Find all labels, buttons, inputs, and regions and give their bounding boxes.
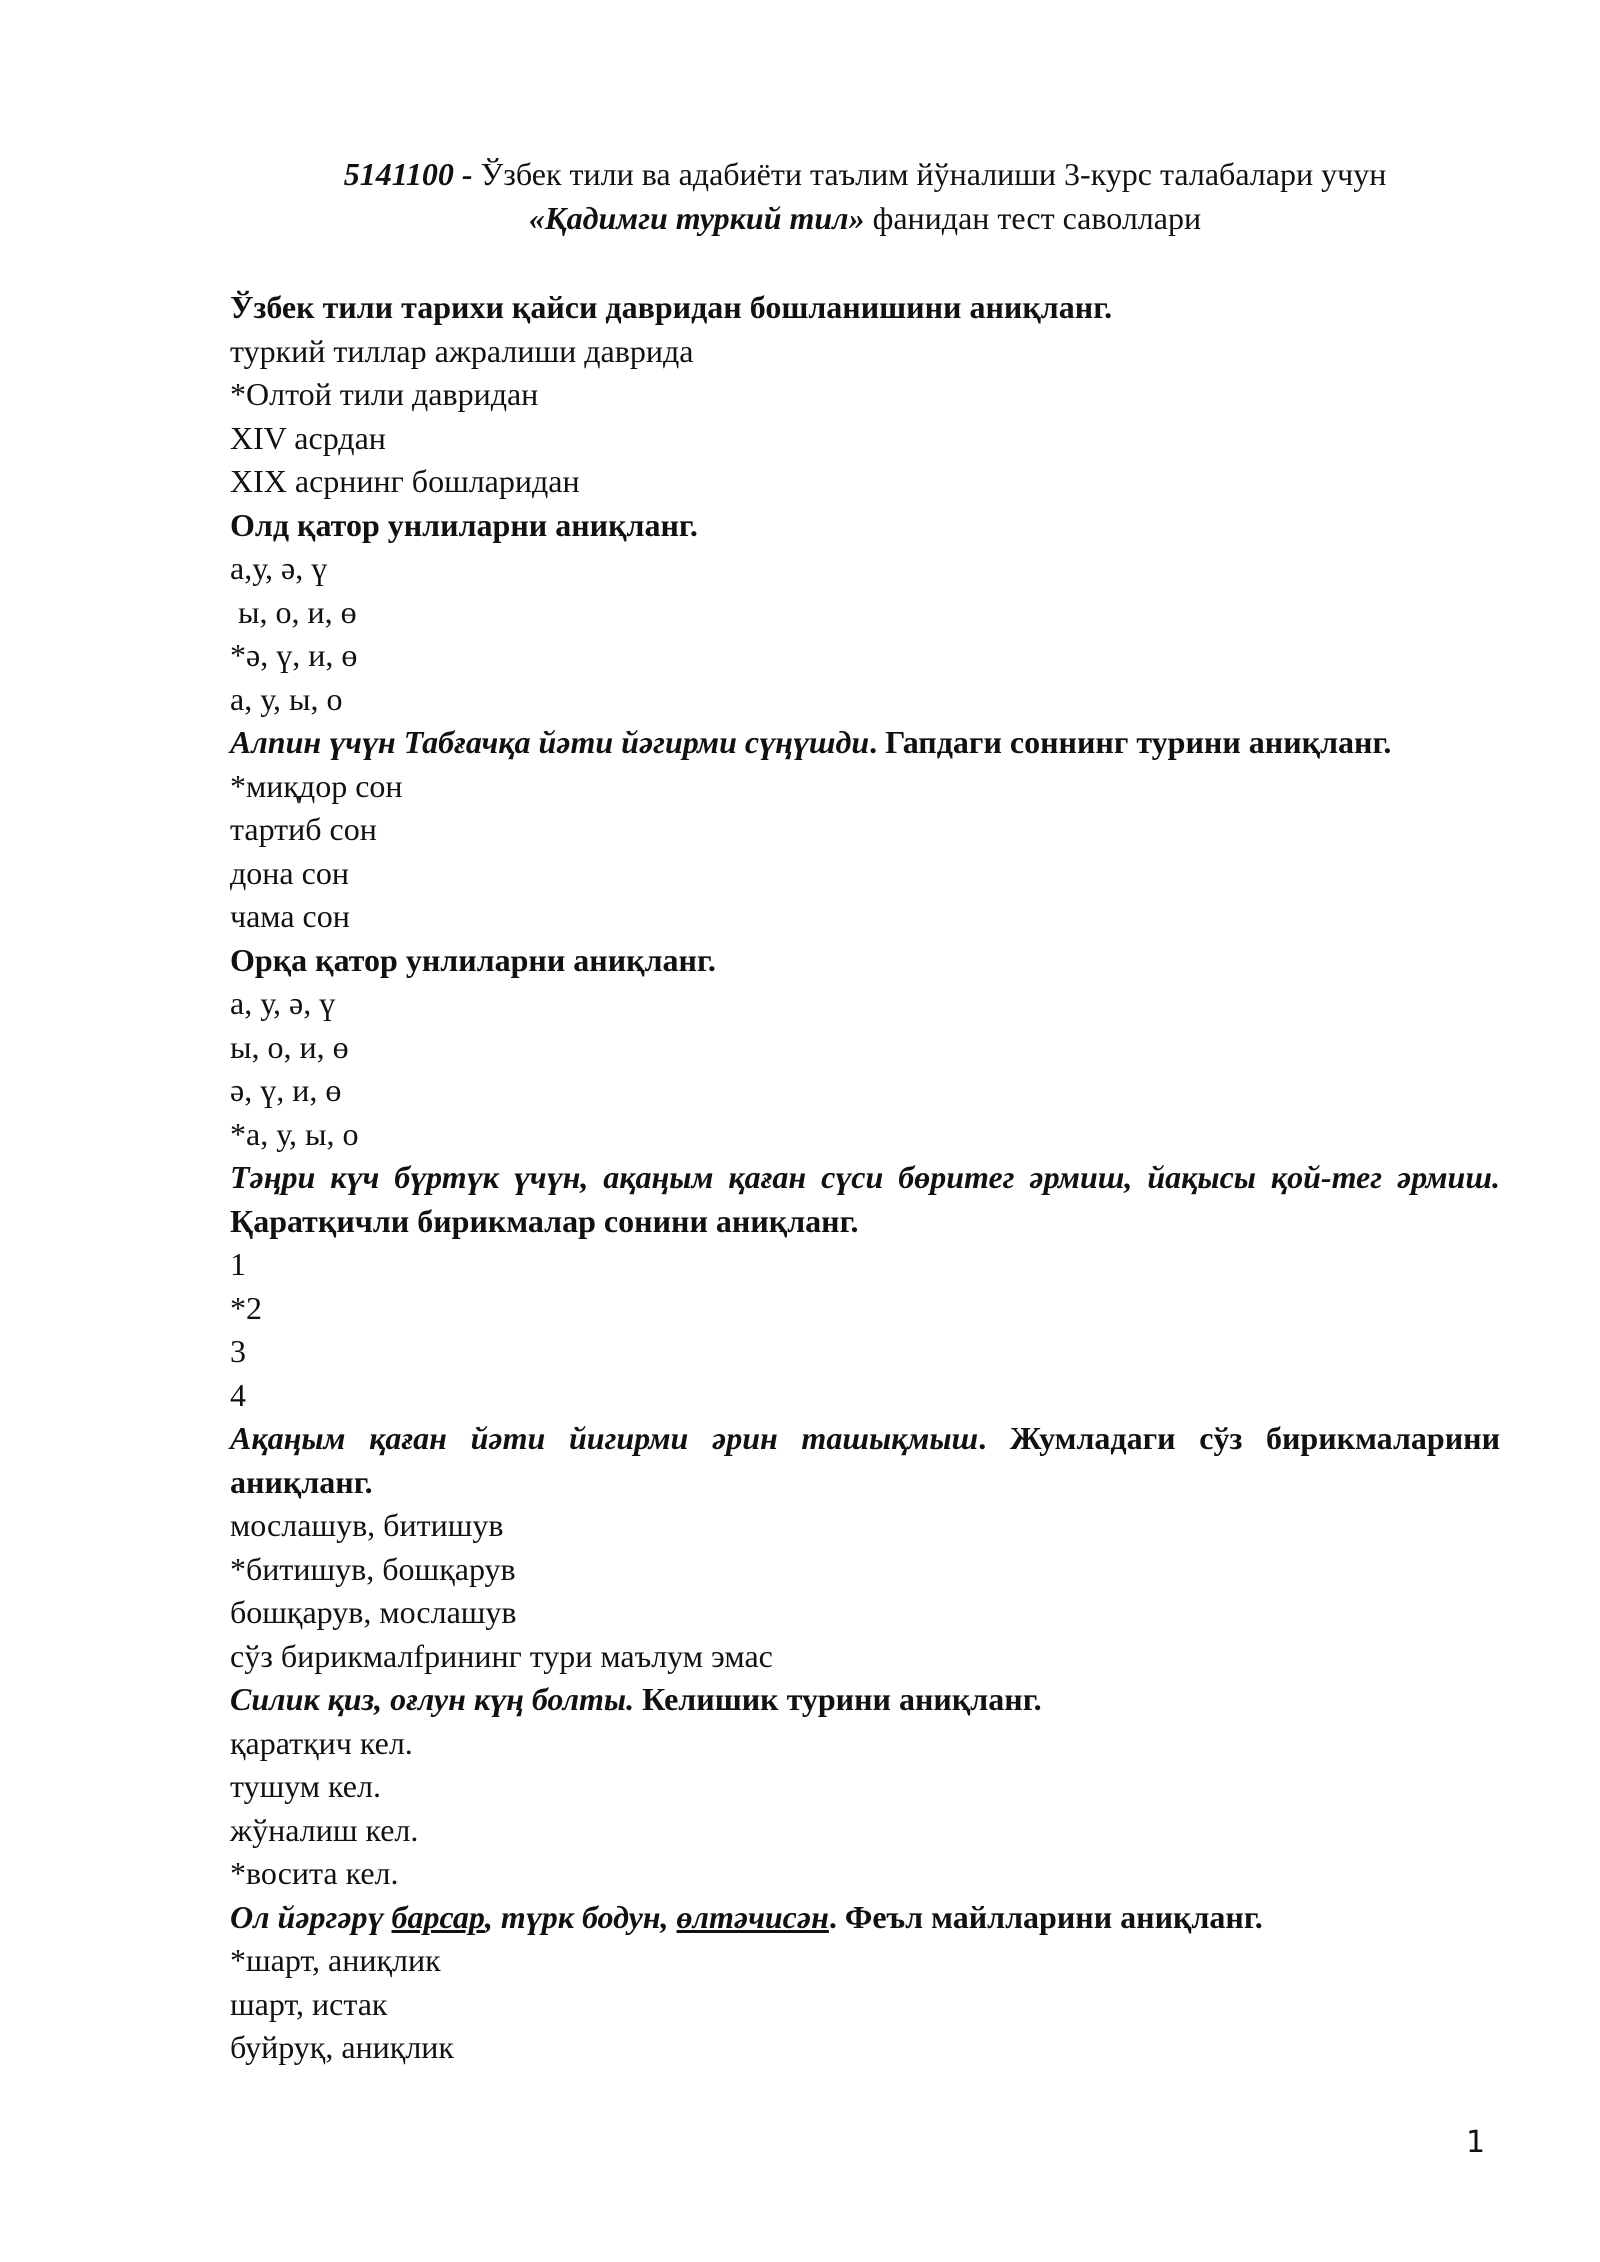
answer-option: тартиб сон — [230, 811, 377, 847]
answer-option: XIX асрнинг бошларидан — [230, 463, 580, 499]
question-text — [230, 1678, 1500, 1722]
answer-option: *а, у, ы, о — [230, 1115, 359, 1152]
answer-option: жўналиш кел. — [230, 1811, 419, 1848]
question-italic-part: Ол йәргәрү — [230, 1898, 392, 1935]
answer-option: *Олтой тили давридан — [230, 376, 539, 412]
question-block-4 — [230, 939, 1500, 1157]
question-example-italic: Ақаңым қаған йәти йигирми әрин ташықмыш — [230, 1420, 979, 1456]
question-instruction: . Гапдаги соннинг турини аниқланг. — [869, 724, 1392, 760]
question-block-5 — [230, 1156, 1500, 1417]
header-line-1 — [230, 152, 1500, 196]
answer-option: 1 — [230, 1246, 246, 1282]
answer-option: дона сон — [230, 854, 349, 891]
answer-option: қаратқич кел. — [230, 1724, 413, 1761]
question-block-2 — [230, 504, 1500, 722]
question-text: Олд қатор унлиларни аниқланг. — [230, 506, 698, 543]
question-instruction: Келишик турини аниқланг. — [634, 1681, 1042, 1717]
question-instruction: Қаратқичли бирикмалар сонини аниқланг. — [230, 1202, 859, 1239]
question-text: Ўзбек тили тарихи қайси давридан бошланишини аниқланг. — [230, 289, 1113, 325]
question-block-7 — [230, 1678, 1500, 1896]
question-italic-part: , түрк бодун, — [484, 1898, 677, 1935]
answer-option: чама сон — [230, 898, 350, 934]
question-instruction: . Жумладаги сўз бирикмаларини аниқланг. — [230, 1420, 1501, 1500]
answer-option: *миқдор сон — [230, 767, 403, 804]
answer-option: *битишув, бошқарув — [230, 1550, 516, 1587]
answer-option: а, у, ә, ү — [230, 985, 336, 1021]
question-example-italic: Алпин үчүн Табғачқа йәти йәгирми сүңүшди — [230, 724, 870, 760]
answer-option: ы, о, и, ө — [230, 593, 357, 630]
answer-option: тушум кел. — [230, 1768, 381, 1804]
test-questions — [230, 286, 1500, 2070]
header-line-2-text: фанидан тест саволлари — [864, 200, 1202, 236]
answer-option: *шарт, аниқлик — [230, 1942, 441, 1978]
question-block-3 — [230, 721, 1500, 939]
question-text — [230, 1896, 1500, 1940]
header-line-2 — [230, 196, 1500, 240]
subject-name: «Қадимги туркий тил» — [528, 200, 865, 236]
question-block-8 — [230, 1896, 1500, 2070]
question-example-italic: Силик қиз, оғлун күң болты. — [230, 1681, 635, 1717]
question-text — [230, 1156, 1500, 1243]
answer-option: *ә, ү, и, ө — [230, 637, 358, 673]
answer-option: буйруқ, аниқлик — [230, 2029, 454, 2065]
answer-option: а, у, ы, о — [230, 680, 343, 717]
answer-option: 3 — [230, 1333, 246, 1369]
answer-option: туркий тиллар ажралиши даврида — [230, 332, 694, 369]
underlined-word: өлтәчисән — [676, 1898, 829, 1935]
question-text: Орқа қатор унлиларни аниқланг. — [230, 941, 716, 978]
question-example-italic — [230, 1899, 829, 1935]
page-number: 1 — [1466, 2125, 1486, 2160]
answer-option: 4 — [230, 1376, 246, 1413]
answer-option: *2 — [230, 1289, 262, 1326]
answer-option: мослашув, битишув — [230, 1507, 504, 1543]
question-example-italic: Тәңри күч бүртүк үчүн, ақаңым қаған сүси бөритег әрмиш, йақысы қой-тег әрмиш. — [230, 1159, 1500, 1195]
answer-option: а,у, ә, ү — [230, 550, 328, 586]
answer-option: бошқарув, мослашув — [230, 1594, 517, 1630]
answer-option: XIV асрдан — [230, 419, 386, 456]
underlined-word: барсар — [391, 1898, 485, 1935]
program-code: 5141100 - — [343, 156, 473, 192]
answer-option: ә, ү, и, ө — [230, 1072, 342, 1108]
question-text — [230, 721, 1500, 765]
header-line-1-text: Ўзбек тили ва адабиёти таълим йўналиши 3-курс талабалари учун — [472, 156, 1387, 192]
question-text — [230, 1417, 1500, 1504]
answer-option: шарт, истак — [230, 1985, 388, 2022]
answer-option: сўз бирикмалfрининг тури маълум эмас — [230, 1637, 773, 1674]
document-header — [230, 152, 1500, 240]
question-block-1 — [230, 286, 1500, 504]
question-block-6 — [230, 1417, 1500, 1678]
question-instruction: . Феъл майлларини аниқланг. — [828, 1898, 1263, 1935]
answer-option: ы, о, и, ө — [230, 1028, 349, 1065]
answer-option: *восита кел. — [230, 1855, 399, 1891]
